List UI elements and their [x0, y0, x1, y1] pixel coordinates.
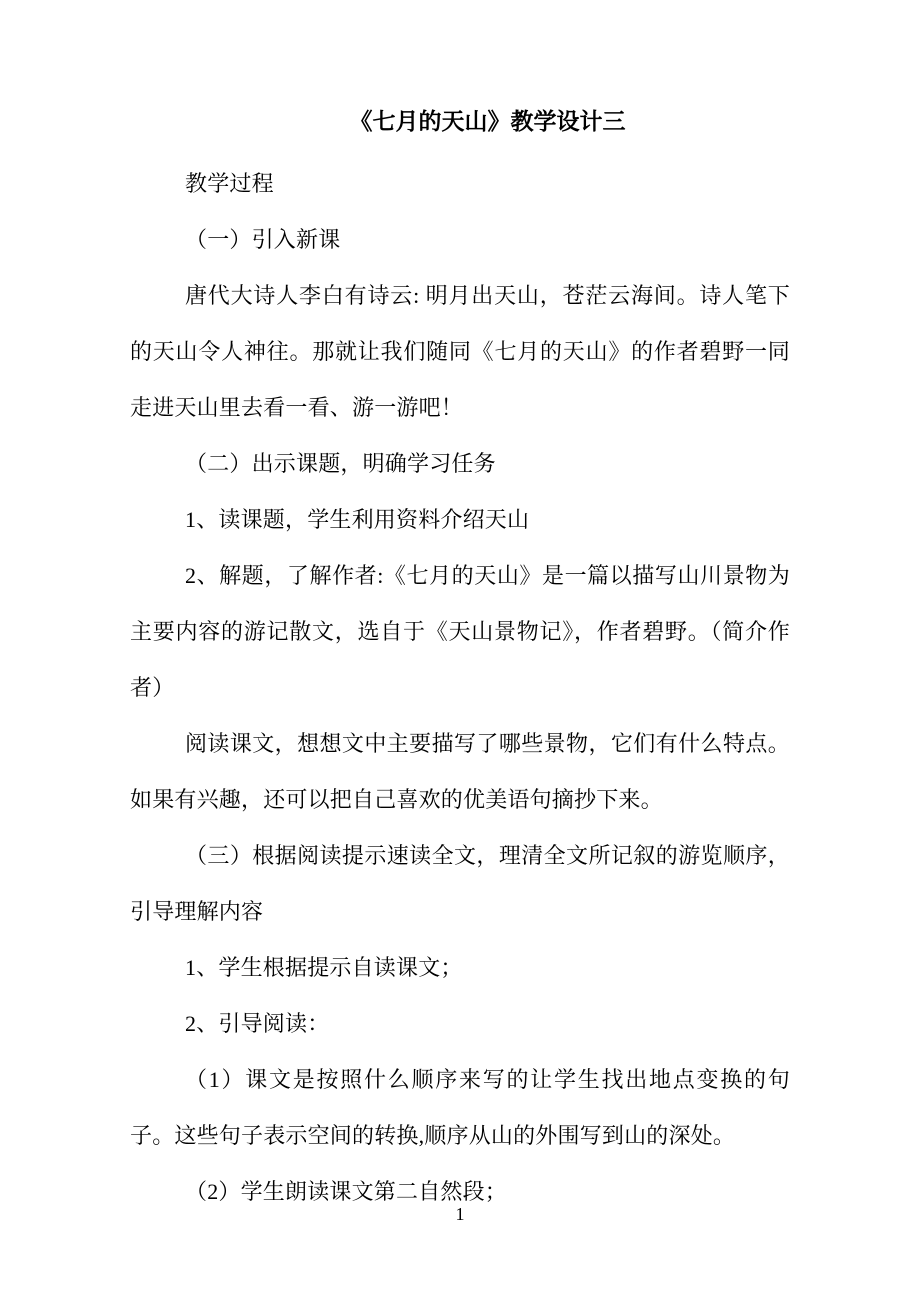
section-one-heading: （一）引入新课 [185, 227, 341, 252]
section-three-heading: （三）根据阅读提示速读全文，理清全文所记叙的游览顺序，引导理解内容 [130, 843, 790, 924]
step-item-1: 1、学生根据提示自读课文； [185, 955, 463, 980]
page-number: 1 [455, 1204, 465, 1224]
sub-item-1: （1）课文是按照什么顺序来写的让学生找出地点变换的句子。这些句子表示空间的转换,顺序从山的外围写到山的深处。 [130, 1067, 790, 1148]
task-item-1: 1、读课题，学生利用资料介绍天山 [185, 507, 530, 532]
reading-prompt-paragraph: 阅读课文，想想文中主要描写了哪些景物，它们有什么特点。如果有兴趣，还可以把自己喜欢的优美语句摘抄下来。 [130, 731, 790, 812]
heading-teaching-process: 教学过程 [185, 171, 274, 196]
task-item-2: 2、解题，了解作者:《七月的天山》是一篇以描写山川景物为主要内容的游记散文，选自于《天山景物记》，作者碧野。（简介作者） [130, 563, 790, 700]
sub-item-2: （2）学生朗读课文第二自然段； [185, 1179, 508, 1204]
document-content [130, 94, 790, 1220]
document-title: 《七月的天山》教学设计三 [349, 109, 626, 134]
section-two-heading: （二）出示课题，明确学习任务 [185, 451, 496, 476]
intro-paragraph: 唐代大诗人李白有诗云: 明月出天山，苍茫云海间。诗人笔下的天山令人神往。那就让我们随同《七月的天山》的作者碧野一同走进天山里去看一看、游一游吧！ [130, 283, 790, 420]
step-item-2: 2、引导阅读： [185, 1011, 330, 1036]
